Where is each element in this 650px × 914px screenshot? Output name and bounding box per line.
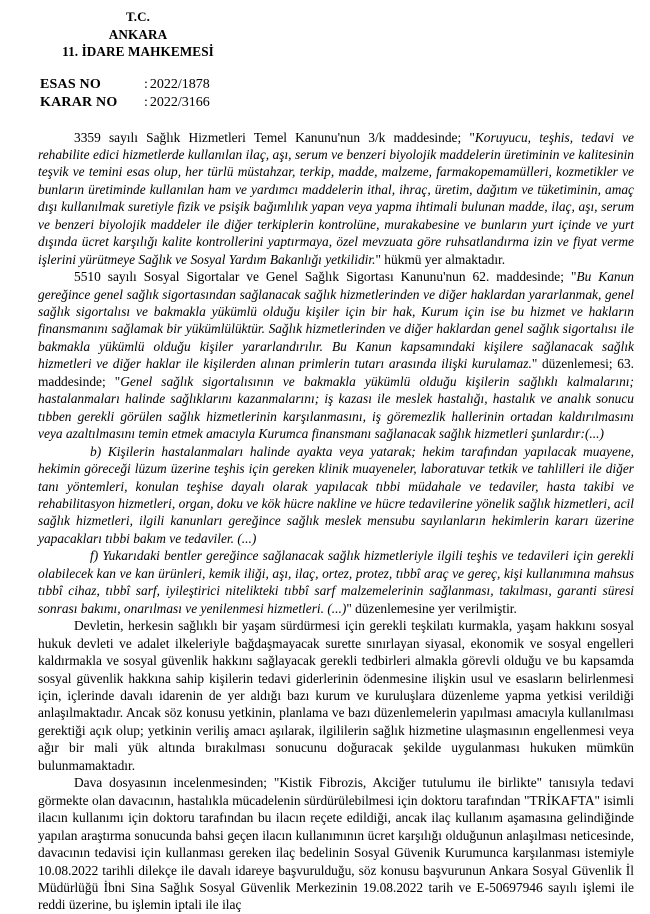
paragraph-state-duty <box>38 617 634 774</box>
law-5510-mid: " düzenlemesi; 63. maddesinde; " <box>38 356 634 389</box>
paragraph-case-review <box>38 774 634 914</box>
karar-no-separator: : <box>144 95 148 110</box>
law-5510-art62-quote: Bu Kanun gereğince genel sağlık sigortasından sağlanacak sağlık hizmetlerinden ve diğer haklardan yararlanmak, genel sağlık sigortalısı ve bakmakla yükümlü olduğu kişiler için bir hak, Kurum için ise bu hizmet ve hakların finansmanını sağlamak bir yükümlülüktür. Sağlık hizmetlerinden ve diğer haklardan genel sağlık sigortalısı ile bakmakla yükümlü olduğu kişiler yararlandırılır. Bu Kanun kapsamındaki kişilere sağlanacak sağlık hizmetleri ve diğer haklar ile kişilerden alınan primlerin tutarı arasında ilişki kurulamaz. <box>38 269 634 372</box>
case-row-karar <box>40 94 634 113</box>
karar-no-label: KARAR NO <box>40 95 118 110</box>
law-3359-outro: " hükmü yer almaktadır. <box>375 251 506 267</box>
court-header-line-court: 11. İDARE MAHKEMESİ <box>62 44 214 59</box>
esas-no-separator: : <box>144 76 148 92</box>
case-number-block <box>40 76 634 113</box>
court-header-line-city: ANKARA <box>108 26 168 42</box>
law-5510-intro: 5510 sayılı Sosyal Sigortalar ve Genel Sağlık Sigortası Kanunu'nun 62. maddesinde; " <box>74 269 577 285</box>
paragraph-item-b <box>38 443 634 548</box>
law-5510-art63-quote: Genel sağlık sigortalısının ve bakmakla yükümlü olduğu kişilerin sağlıklı kalmalarını; hastalanmaları halinde sağlıklarını kazanmalarını; iş kazası ile meslek hastalığı, hastalık ve analık sonucu tıbben gerekli görülen sağlık hizmetlerinin karşılanmasını, iş göremezlik hallerinin ortadan kaldırılmasını veya azaltılmasını temin etmek amacıyla Kurumca finansmanı sağlanacak sağlık hizmetleri şunlardır:(...) <box>38 373 634 442</box>
paragraph-law-3359 <box>38 129 634 269</box>
karar-no-value: 2022/3166 <box>149 95 210 110</box>
court-header-line-republic: T.C. <box>126 9 150 24</box>
esas-no-value: 2022/1878 <box>149 76 210 92</box>
paragraph-item-f <box>38 547 634 617</box>
esas-no-label: ESAS NO <box>40 76 101 92</box>
court-header <box>40 8 236 61</box>
item-f-text: f) Yukarıdaki bentler gereğince sağlanacak sağlık hizmetleriyle ilgili teşhis ve tedavileri için gerekli olabilecek kan ve kan ürünleri, kemik iliği, aşı, ilaç, ortez, protez, tıbbî araç ve gereç, kişi kullanımına mahsus tıbbî cihaz, tıbbî sarf, iyileştirici nitelikteki tıbbî sarf malzemelerinin sağlanması, takılması, garanti süresi sonrası bakımı, onarılması ve yenilenmesi hizmetleri. (...) <box>38 548 634 616</box>
law-3359-intro: 3359 sayılı Sağlık Hizmetleri Temel Kanunu'nun 3/k maddesinde; " <box>74 129 475 145</box>
case-review-text: Dava dosyasının incelenmesinden; "Kistik Fibrozis, Akciğer tutulumu ile birlikte" tanısıyla tedavi görmekte olan davacının, hastalıkla mücadelenin sürdürülebilmesi için doktoru tarafından "TRİKAFTA" isimli ilacın kullanımı için doktoru tarafından bu ilacın reçete edildiği, ancak ilaç kullanım aşamasına gelindiğinde yapılan araştırma sonucunda bahsi geçen ilacın kullanımının ücret karşılığı olduğunun anlaşılması neticesinde, davacının tedavisi için kullanması gereken ilaç bedelinin Sosyal Güvenik Kurumunca karşılanması istemiyle 10.08.2022 tarihli dilekçe ile davalı idareye başvurulduğu, söz konusu başvurunun Ankara Sosyal Güvenlik İl Müdürlüğü İbni Sina Sağlık Sosyal Güvenlik Merkezinin 19.08.2022 tarih ve E-50697946 sayılı işlemi ile reddi üzerine, bu işlemin iptali ile ilaç <box>38 775 634 913</box>
law-3359-quote: Koruyucu, teşhis, tedavi ve rehabilite edici hizmetlerde kullanılan ilaç, aşı, serum ve benzeri biyolojik maddelerin üretiminin ve kalitesinin teşvik ve temini esas olup, her türlü müstahzar, terkip, madde, malzeme, farmakopemamülleri, kozmetikler ve bunların üretiminde kullanılan ham ve yardımcı maddelerin ithal, ihraç, üretim, dağıtım ve tüketiminin, amaç dışı kullanılmak suretiyle fizik ve psişik bağımlılık yapan veya yapma ihtimali bulunan madde, ilaç, aşı, serum ve benzeri biyolojik maddeler ile diğer terkiplerin kontrolüne, murakabesine ve bunların yurt içinde ve yurt dışında ücret karşılığı kalite kontrollerini yaptırmaya, özel mevzuata göre ruhsatlandırma izin ve fiyat verme işlerini yürütmeye Sağlık ve Sosyal Yardım Bakanlığı yetkilidir. <box>38 129 634 267</box>
item-f-outro: " düzenlemesine yer verilmiştir. <box>346 600 517 616</box>
case-row-esas <box>40 76 634 95</box>
item-b-text: b) Kişilerin hastalanmaları halinde ayakta veya yatarak; hekim tarafından yapılacak muayene, hekimin göreceği lüzum üzerine teşhis için gereken klinik muayeneler, laboratuvar tetkik ve tahlilleri ile diğer tanı yöntemleri, konulan teşhise dayalı olarak yapılacak tıbbi müdahale ve tedaviler, hasta takibi ve rehabilitasyon hizmetleri, organ, doku ve kök hücre nakline ve hücre tedavilerine yönelik sağlık hizmetleri, acil sağlık hizmetleri, ilgili kanunları gereğince sağlık meslek mensubu sayılanların hekimlerin kararı üzerine yapacakları tıbbi bakım ve tedaviler. (...) <box>38 443 634 546</box>
document-body <box>38 129 634 914</box>
paragraph-law-5510 <box>38 268 634 443</box>
state-duty-text: Devletin, herkesin sağlıklı bir yaşam sürdürmesi için gerekli teşkilatı kurmakla, yaşam hakkını sosyal hukuk devleti ve adalet ilkeleriyle bağdaşmayacak surette sınırlayan siyasal, ekonomik ve sosyal engelleri kaldırmakla ve sosyal güvenlik hakkını sağlayacak gerekli tedbirleri almakla görevli olduğu ve bu kapsamda sosyal güvenlik hakkına sahip kişilerin tedavi giderlerinin ödenmesine ilişkin usul ve esasların belirlenmesi için, içlerinde davalı idarenin de yer aldığı bazı kurum ve kuruluşlara düzenleme yapma yetkisi verildiği anlaşılmaktadır. Ancak söz konusu yetkinin, planlama ve bazı düzenlemelerin yapılması amacıyla kullanılması gerektiği açık olup; yetkinin veriliş amacı aşılarak, ilgililerin sağlık hizmetine ulaşmasının engellenmesi veya ağır bir mali yük altında bırakılması sonucunu doğuracak şekilde uygulanması hukuken mümkün bulunmamaktadır. <box>38 618 634 773</box>
